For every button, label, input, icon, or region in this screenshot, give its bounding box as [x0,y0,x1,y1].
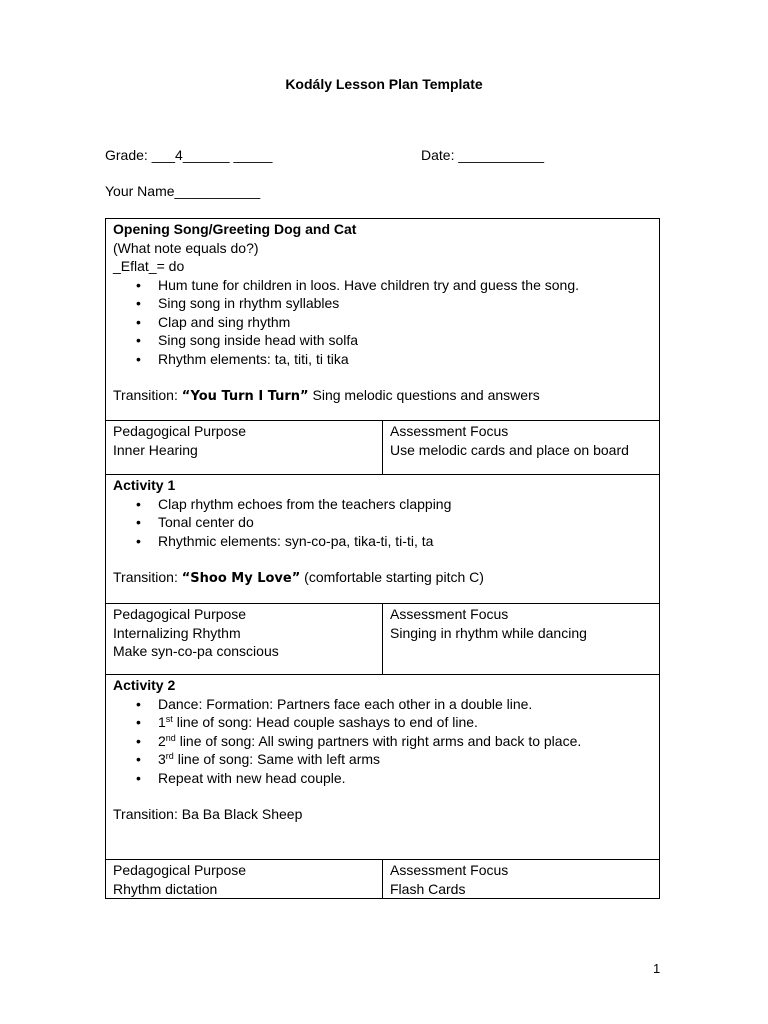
activity1-heading: Activity 1 [113,477,176,493]
activity1-bullet-list [113,495,652,551]
assessment-focus-value: Use melodic cards and place on board [390,441,629,458]
pedagogical-purpose-value: Make syn-co-pa conscious [113,643,279,659]
list-item: • 1st line of song: Head couple sashays to end of line. [158,713,652,732]
transition-description: (comfortable starting pitch C) [300,569,484,585]
transition-song-title: “You Turn I Turn” [181,389,309,404]
activity2-section [106,675,660,860]
list-item: • Dance: Formation: Partners face each other in a double line. [158,695,652,714]
list-item: • 2nd line of song: All swing partners with right arms and back to place. [158,732,652,751]
opening-answer: _Eflat_= do [113,258,185,274]
page-number: 1 [653,961,661,976]
opening-purpose-cell [106,421,383,475]
date-field: Date: ___________ [421,147,544,163]
pedagogical-purpose-value: Rhythm dictation [113,880,218,897]
activity1-focus-cell [383,604,660,675]
list-item: • Clap and sing rhythm [158,313,652,332]
list-item: • Rhythm elements: ta, titi, ti tika [158,350,652,369]
list-item: • Hum tune for children in loos. Have children try and guess the song. [158,276,652,295]
transition-description: Sing melodic questions and answers [308,387,540,403]
opening-bullet-list [113,276,652,369]
activity2-cell [106,675,660,860]
activity1-purpose-cell [106,604,383,675]
activity2-focus-cell [383,860,660,899]
pedagogical-purpose-value: Internalizing Rhythm [113,624,241,641]
assessment-focus-value: Flash Cards [390,880,466,897]
assessment-focus-label: Assessment Focus [390,862,509,878]
transition-label: Transition: [113,387,182,403]
opening-section [106,219,660,421]
lesson-plan-table [105,218,660,899]
pedagogical-purpose-label: Pedagogical Purpose [113,606,247,622]
list-item: • Clap rhythm echoes from the teachers clapping [158,495,652,514]
activity2-heading: Activity 2 [113,677,176,693]
pedagogical-purpose-value: Inner Hearing [113,441,198,458]
opening-focus-cell [383,421,660,475]
assessment-focus-label: Assessment Focus [390,606,509,622]
activity1-purpose-row [106,604,660,675]
opening-purpose-row [106,421,660,475]
opening-heading: Opening Song/Greeting Dog and Cat [113,221,357,237]
list-item: • Repeat with new head couple. [158,769,652,788]
pedagogical-purpose-label: Pedagogical Purpose [113,423,247,439]
list-item: • Tonal center do [158,513,652,532]
transition-song-title: “Shoo My Love” [181,571,301,586]
activity2-purpose-cell [106,860,383,899]
opening-cell [106,219,660,421]
activity1-section [106,475,660,604]
activity2-bullet-list [113,695,652,788]
list-item: • Sing song in rhythm syllables [158,294,652,313]
activity1-cell [106,475,660,604]
list-item: • Sing song inside head with solfa [158,331,652,350]
opening-transition [113,386,652,407]
grade-field: Grade: ___4______ _____ [105,147,273,163]
document-title: Kodály Lesson Plan Template [285,76,483,92]
assessment-focus-label: Assessment Focus [390,423,509,439]
opening-question: (What note equals do?) [113,239,259,256]
list-item: • Rhythmic elements: syn-co-pa, tika-ti, ti-ti, ta [158,532,652,551]
activity2-purpose-row [106,860,660,899]
activity2-transition: Transition: Ba Ba Black Sheep [113,806,303,822]
pedagogical-purpose-label: Pedagogical Purpose [113,862,247,878]
list-item: • 3rd line of song: Same with left arms [158,750,652,769]
name-field: Your Name___________ [105,183,261,199]
activity1-transition [113,568,652,589]
transition-label: Transition: [113,569,182,585]
assessment-focus-value: Singing in rhythm while dancing [390,624,587,641]
